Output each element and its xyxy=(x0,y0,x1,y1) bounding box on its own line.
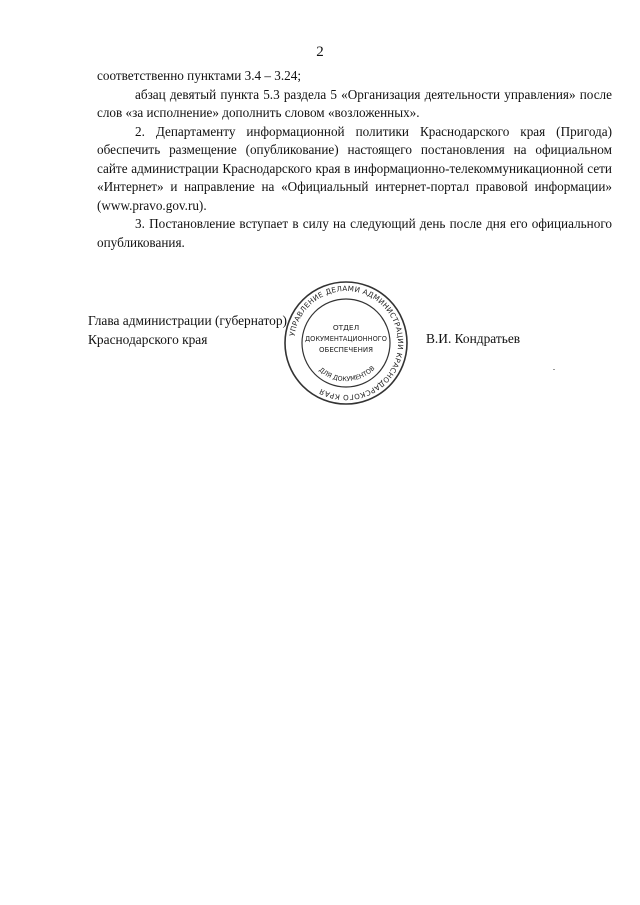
signatory-title xyxy=(88,312,287,349)
stamp-bottom-text: ДЛЯ ДОКУМЕНТОВ xyxy=(317,364,377,384)
signatory-name: В.И. Кондратьев xyxy=(426,331,521,346)
signatory-title-line2: Краснодарского края xyxy=(88,331,208,347)
stamp-outer-circle xyxy=(285,282,407,404)
scan-speck xyxy=(553,369,555,370)
stamp-inner-line3: ОБЕСПЕЧЕНИЯ xyxy=(319,346,373,354)
official-stamp xyxy=(283,280,409,406)
paragraph-continuation: соответственно пунктами 3.4 – 3.24; xyxy=(97,68,302,83)
document-body xyxy=(97,67,612,252)
stamp-inner-line2: ДОКУМЕНТАЦИОННОГО xyxy=(305,335,387,343)
stamp-inner-line1: ОТДЕЛ xyxy=(332,323,360,332)
paragraph-item-2: 2. Департаменту информационной политики Краснодарского края (Пригода) обеспечить размещение (опубликование) настоящего постановления на официальном сайте администрации Краснодарского края в информационно-телекоммуникационной сети «Интернет» и направление на «Официальный интернет-портал правовой информации» (www.pravo.gov.ru). xyxy=(97,123,612,213)
stamp-seal-graphic xyxy=(283,280,409,406)
stamp-inner-circle xyxy=(302,299,390,387)
paragraph-amendment: абзац девятый пункта 5.3 раздела 5 «Организация деятельности управления» после слов «за исполнение» дополнить словом «возложенных». xyxy=(97,86,612,120)
svg-text:ДЛЯ ДОКУМЕНТОВ xyxy=(317,364,376,383)
stamp-outer-ring-text: УПРАВЛЕНИЕ ДЕЛАМИ АДМИНИСТРАЦИИ КРАСНОДАРСКОГО КРАЯ xyxy=(287,283,406,403)
page-number: 2 xyxy=(316,44,324,60)
paragraph-item-3: 3. Постановление вступает в силу на следующий день после дня его официального опубликования. xyxy=(97,216,612,250)
signatory-title-line1: Глава администрации (губернатор) xyxy=(88,313,288,328)
